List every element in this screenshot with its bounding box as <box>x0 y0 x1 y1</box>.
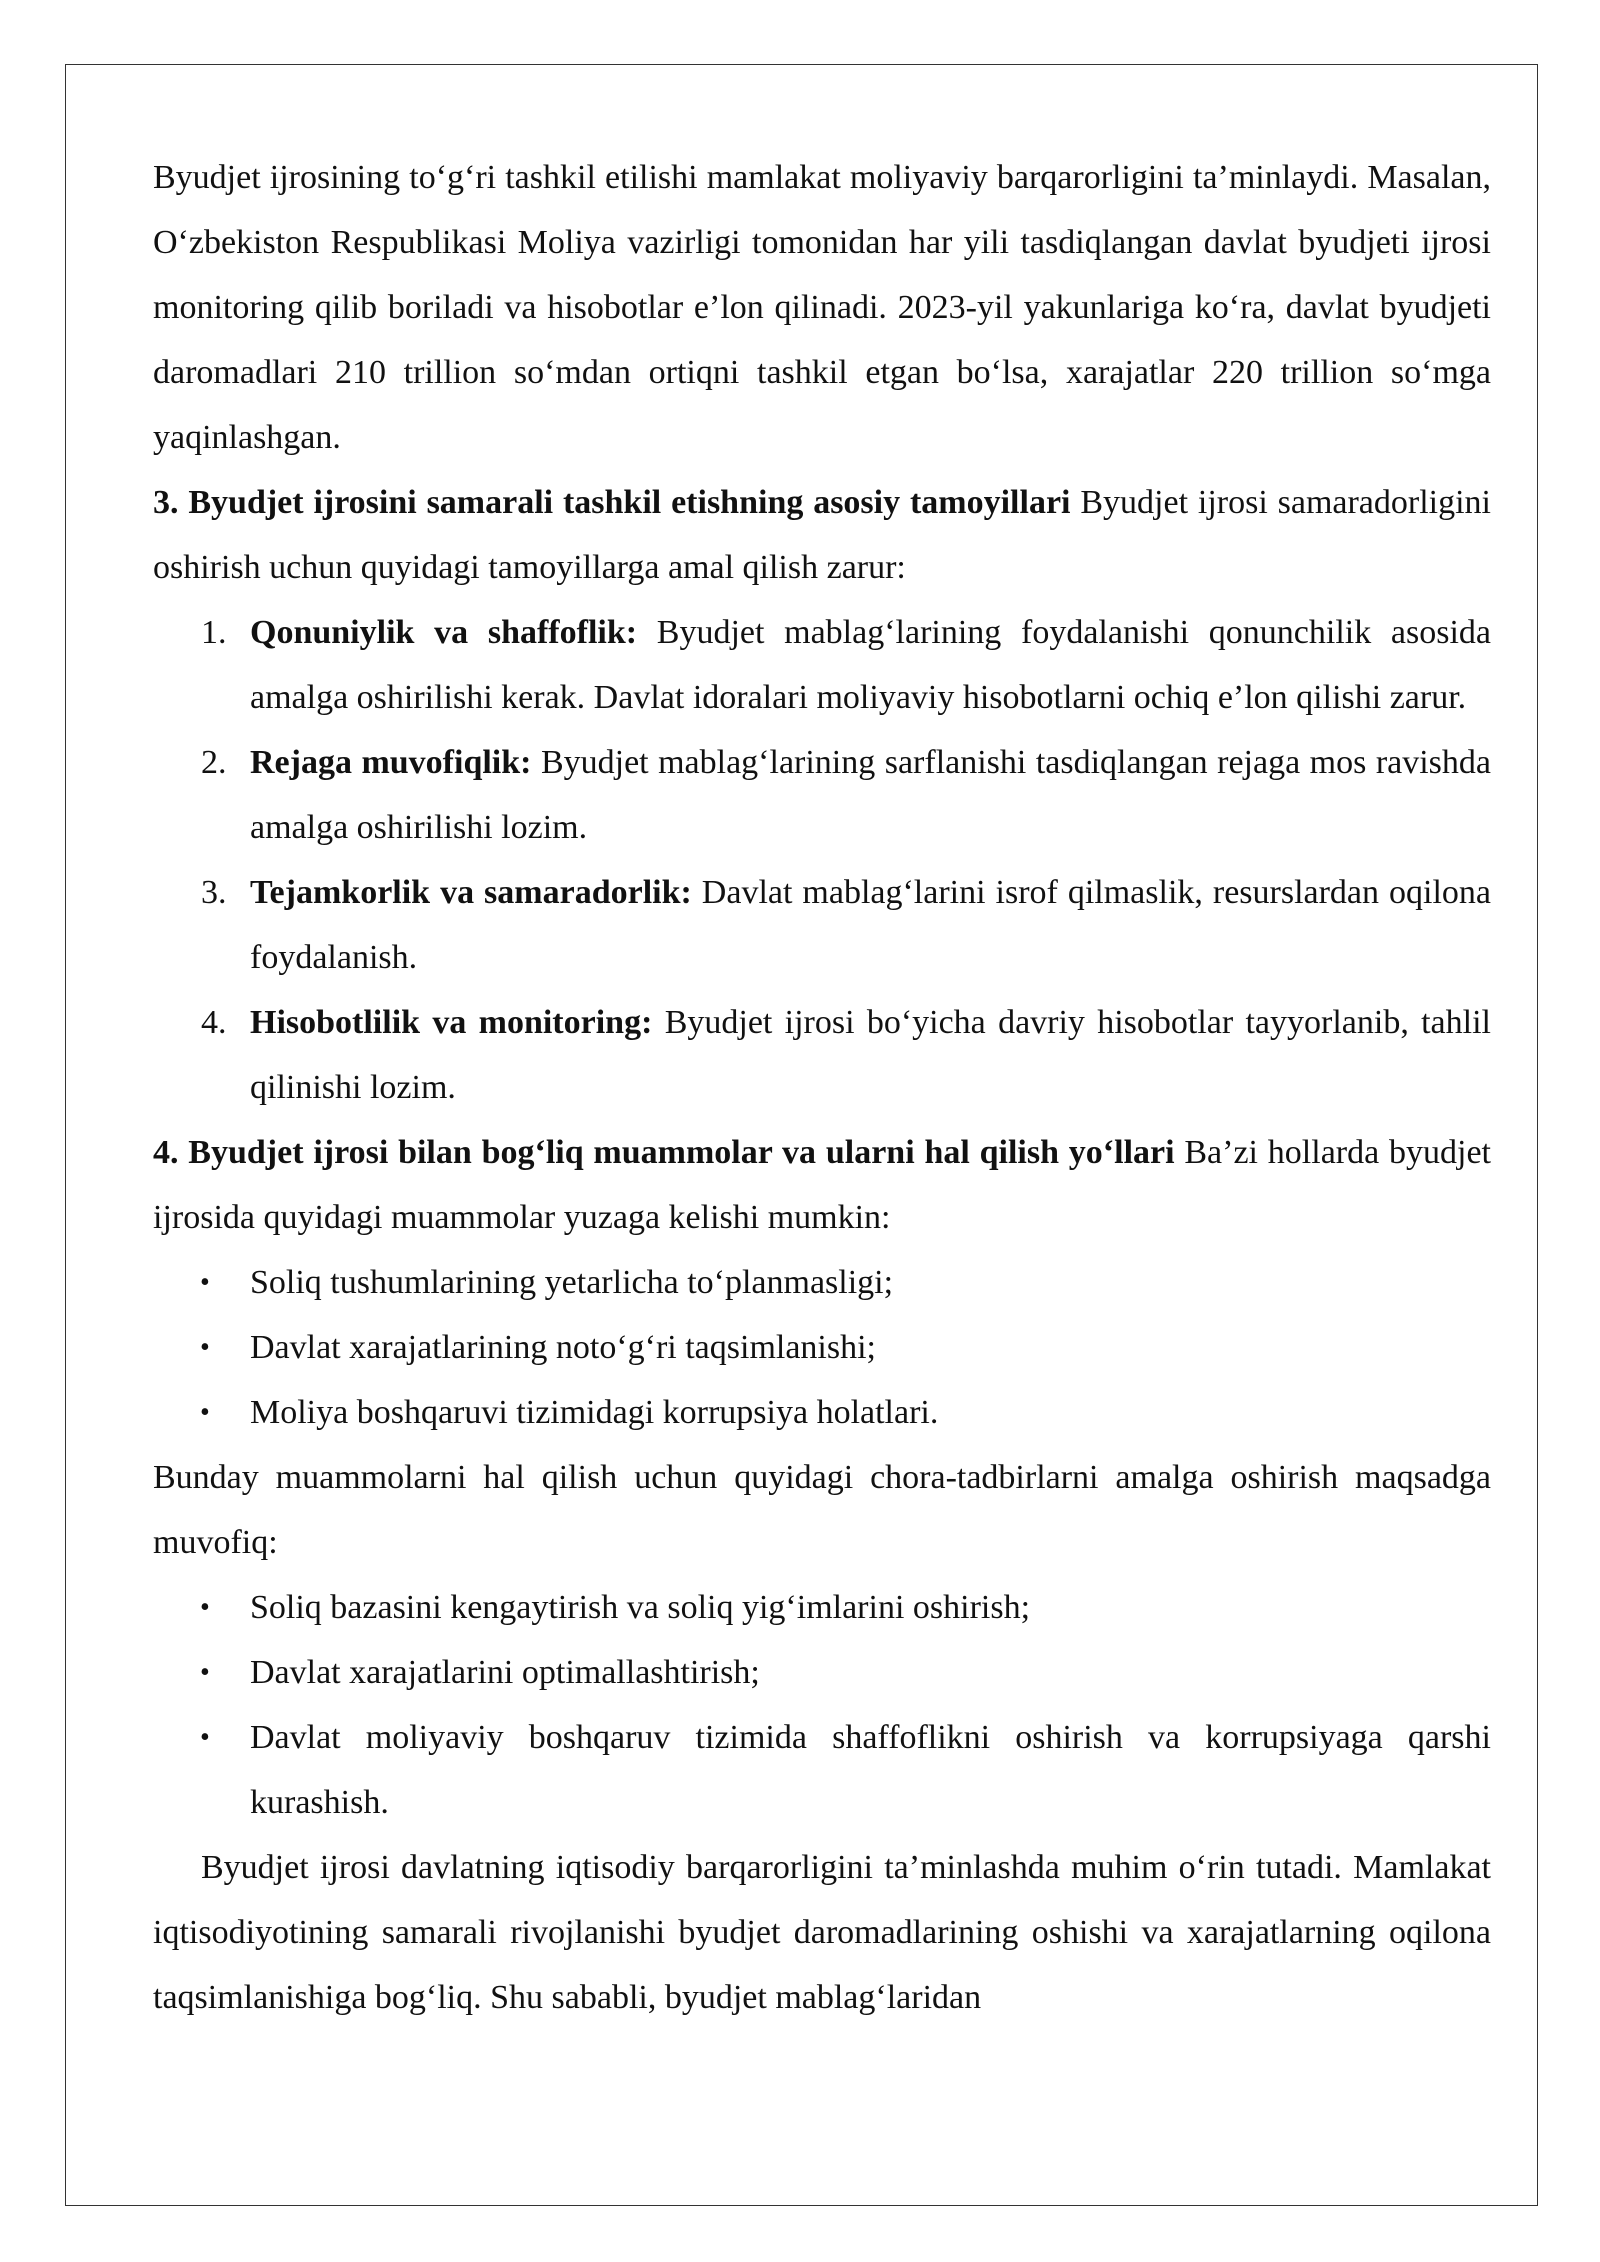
document-body <box>153 145 1491 2030</box>
list-number: 1. <box>201 614 227 651</box>
list-item <box>153 1640 1491 1705</box>
principle-title: Tejamkorlik va samaradorlik: <box>250 874 692 911</box>
list-number: 2. <box>201 744 227 781</box>
list-item <box>153 600 1491 730</box>
problem-text: Soliq tushumlarining yetarlicha to‘planmasligi; <box>250 1264 894 1301</box>
closing-paragraph: Byudjet ijrosi davlatning iqtisodiy barqarorligini ta’minlashda muhim o‘rin tutadi. Mamlakat iqtisodiyotining samarali rivojlanishi byudjet daromadlarining oshishi va xarajatlarning oqilona taqsimlanishiga bog‘liq. Shu sababli, byudjet mablag‘laridan <box>153 1849 1491 2016</box>
solutions-intro: Bunday muammolarni hal qilish uchun quyidagi chora-tadbirlarni amalga oshirish maqsadga muvofiq: <box>153 1459 1491 1561</box>
bullet-icon: • <box>200 1332 210 1363</box>
list-item <box>153 860 1491 990</box>
paragraph-intro: Byudjet ijrosining to‘g‘ri tashkil etilishi mamlakat moliyaviy barqarorligini ta’minlaydi. Masalan, O‘zbekiston Respublikasi Moliya vazirligi tomonidan har yili tasdiqlangan davlat byudjeti ijrosi monitoring qilib boriladi va hisobotlar e’lon qilinadi. 2023-yil yakunlariga ko‘ra, davlat byudjeti daromadlari 210 trillion so‘mdan ortiqni tashkil etgan bo‘lsa, xarajatlar 220 trillion so‘mga yaqinlashgan. <box>153 159 1491 456</box>
section-3-heading: 3. Byudjet ijrosini samarali tashkil etishning asosiy tamoyillari <box>153 484 1071 521</box>
list-item <box>153 1705 1491 1835</box>
list-number: 3. <box>201 874 227 911</box>
list-item <box>153 1380 1491 1445</box>
section-4-intro: Ba’zi hollarda byudjet ijrosida quyidagi muammolar yuzaga kelishi mumkin: <box>153 1134 1491 1236</box>
list-item <box>153 1575 1491 1640</box>
list-item <box>153 990 1491 1120</box>
principles-list <box>153 600 1491 1120</box>
principle-title: Hisobotlilik va monitoring: <box>250 1004 653 1041</box>
solution-text: Davlat moliyaviy boshqaruv tizimida shaffoflikni oshirish va korrupsiyaga qarshi kurashish. <box>250 1719 1491 1821</box>
section-3-intro: Byudjet ijrosi samaradorligini oshirish uchun quyidagi tamoyillarga amal qilish zarur: <box>153 484 1491 586</box>
solutions-list <box>153 1575 1491 1835</box>
problem-text: Moliya boshqaruvi tizimidagi korrupsiya holatlari. <box>250 1394 939 1431</box>
problem-text: Davlat xarajatlarining noto‘g‘ri taqsimlanishi; <box>250 1329 876 1366</box>
bullet-icon: • <box>200 1657 210 1688</box>
solution-text: Davlat xarajatlarini optimallashtirish; <box>250 1654 760 1691</box>
principle-text: Davlat mablag‘larini isrof qilmaslik, resurslardan oqilona foydalanish. <box>250 874 1491 976</box>
section-3-paragraph <box>153 470 1491 600</box>
bullet-icon: • <box>200 1592 210 1623</box>
bullet-icon: • <box>200 1267 210 1298</box>
bullet-icon: • <box>200 1722 210 1753</box>
section-4-paragraph <box>153 1120 1491 1250</box>
principle-title: Qonuniylik va shaffoflik: <box>250 614 638 651</box>
list-item <box>153 1315 1491 1380</box>
solution-text: Soliq bazasini kengaytirish va soliq yig‘imlarini oshirish; <box>250 1589 1031 1626</box>
list-item <box>153 730 1491 860</box>
principle-text: Byudjet mablag‘larining sarflanishi tasdiqlangan rejaga mos ravishda amalga oshirilishi lozim. <box>250 744 1492 846</box>
principle-text: Byudjet ijrosi bo‘yicha davriy hisobotlar tayyorlanib, tahlil qilinishi lozim. <box>250 1004 1491 1106</box>
problems-list <box>153 1250 1491 1445</box>
list-item <box>153 1250 1491 1315</box>
principle-title: Rejaga muvofiqlik: <box>250 744 532 781</box>
principle-text: Byudjet mablag‘larining foydalanishi qonunchilik asosida amalga oshirilishi kerak. Davlat idoralari moliyaviy hisobotlarni ochiq e’lon qilishi zarur. <box>250 614 1492 716</box>
section-4-heading: 4. Byudjet ijrosi bilan bog‘liq muammolar va ularni hal qilish yo‘llari <box>153 1134 1175 1171</box>
list-number: 4. <box>201 1004 227 1041</box>
bullet-icon: • <box>200 1397 210 1428</box>
